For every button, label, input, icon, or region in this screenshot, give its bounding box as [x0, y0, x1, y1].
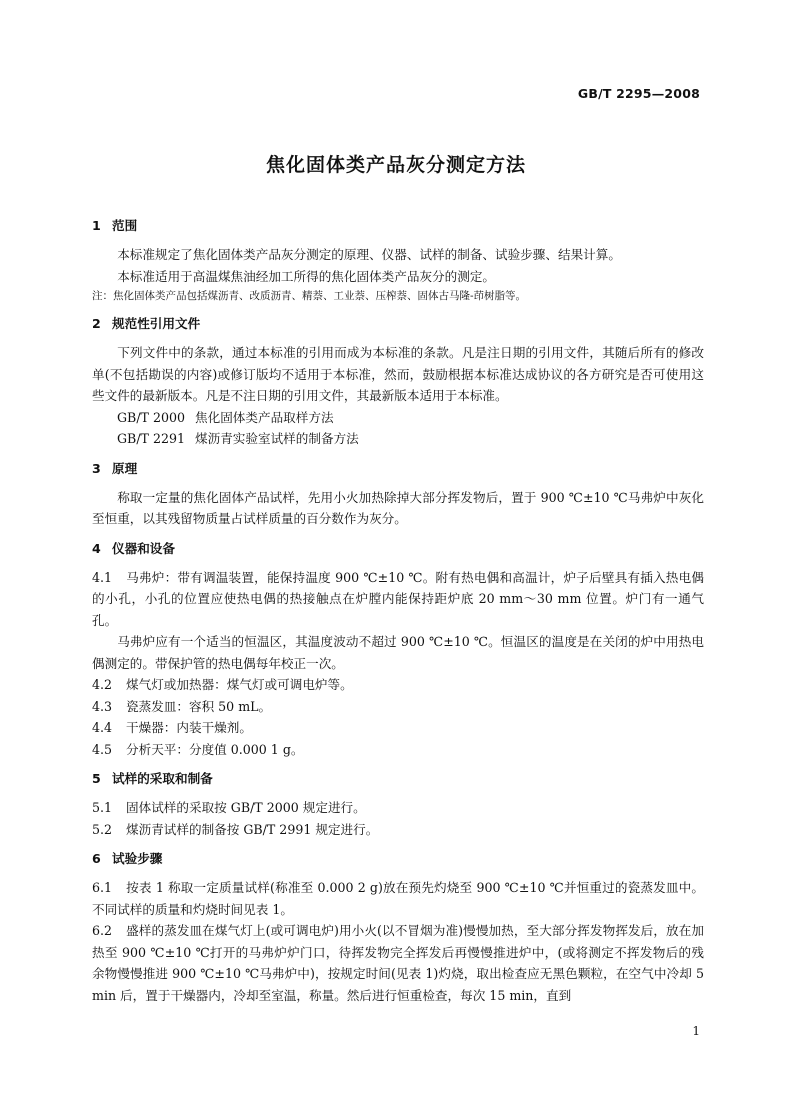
page-number: 1	[692, 1024, 700, 1038]
section-heading-4: 4 仪器和设备	[92, 540, 175, 556]
reference-item: GB/T 2291 煤沥青实验室试样的制备方法	[117, 431, 359, 446]
document-title: 焦化固体类产品灰分测定方法	[265, 154, 526, 176]
clause-item: 4.3 瓷蒸发皿：容积 50 mL。	[92, 698, 272, 714]
section-heading-1: 1 范围	[92, 218, 138, 233]
clause-item: 4.5 分析天平：分度值 0.000 1 g。	[92, 741, 304, 757]
reference-item: GB/T 2000 焦化固体类产品取样方法	[117, 409, 334, 425]
section-heading-3: 3 原理	[92, 460, 138, 476]
section-heading-6: 6 试验步骤	[92, 851, 163, 866]
clause-item: 6.2 盛样的蒸发皿在煤气灯上(或可调电炉)用小火(以不冒烟为准)慢慢加热，至大部分挥发物挥发后，放在加热至 900 ℃±10 ℃打开的马弗炉炉门口，待挥发物完全挥发后再慢慢推进炉中，(或将测定不挥发物后的残余物慢慢推进 900 ℃±10 ℃马弗炉中)，按规定时间(见表 1)灼烧，取出检查应无黑色颗粒，在空气中冷却 5 min 后，置于干燥器内，冷却至室温，称量。然后进行恒重检查，每次 15 min，直到	[92, 923, 704, 1003]
paragraph: 称取一定量的焦化固体产品试样，先用小火加热除掉大部分挥发物后，置于 900 ℃±10 ℃马弗炉中灰化至恒重，以其残留物质量占试样质量的百分数作为灰分。	[92, 489, 704, 526]
standard-code: GB/T 2295—2008	[577, 86, 700, 101]
clause-item: 5.1 固体试样的采取按 GB/T 2000 规定进行。	[92, 800, 366, 815]
paragraph: 下列文件中的条款，通过本标准的引用而成为本标准的条款。凡是注日期的引用文件，其随后所有的修改单(不包括勘误的内容)或修订版均不适用于本标准，然而，鼓励根据本标准达成协议的各方研究是否可使用这些文件的最新版本。凡是不注日期的引用文件，其最新版本适用于本标准。	[92, 345, 704, 403]
section-heading-5: 5 试样的采取和制备	[92, 771, 213, 786]
clause-item: 4.2 煤气灯或加热器：煤气灯或可调电炉等。	[92, 677, 353, 692]
paragraph: 本标准适用于高温煤焦油经加工所得的焦化固体类产品灰分的测定。	[117, 268, 495, 284]
clause-item: 4.4 干燥器：内装干燥剂。	[92, 720, 252, 735]
clause-item: 6.1 按表 1 称取一定质量试样(称准至 0.000 2 g)放在预先灼烧至 900 ℃±10 ℃并恒重过的瓷蒸发皿中。不同试样的质量和灼烧时间见表 1。	[92, 880, 704, 917]
note: 注：焦化固体类产品包括煤沥青、改质沥青、精萘、工业萘、压榨萘、固体古马隆-茚树脂等。	[92, 290, 527, 302]
paragraph: 本标准规定了焦化固体类产品灰分测定的原理、仪器、试样的制备、试验步骤、结果计算。	[117, 247, 621, 262]
clause-item: 4.1 马弗炉：带有调温装置，能保持温度 900 ℃±10 ℃。附有热电偶和高温计，炉子后壁具有插入热电偶的小孔，小孔的位置应使热电偶的热接触点在炉膛内能保持距炉底 20 mm～30 mm 位置。炉门有一通气孔。	[92, 569, 704, 628]
section-heading-2: 2 规范性引用文件	[92, 316, 201, 331]
paragraph: 马弗炉应有一个适当的恒温区，其温度波动不超过 900 ℃±10 ℃。恒温区的温度是在关闭的炉中用热电偶测定的。带保护管的热电偶每年校正一次。	[92, 634, 704, 671]
document-body	[92, 216, 704, 1006]
clause-item: 5.2 煤沥青试样的制备按 GB/T 2991 规定进行。	[92, 821, 379, 837]
